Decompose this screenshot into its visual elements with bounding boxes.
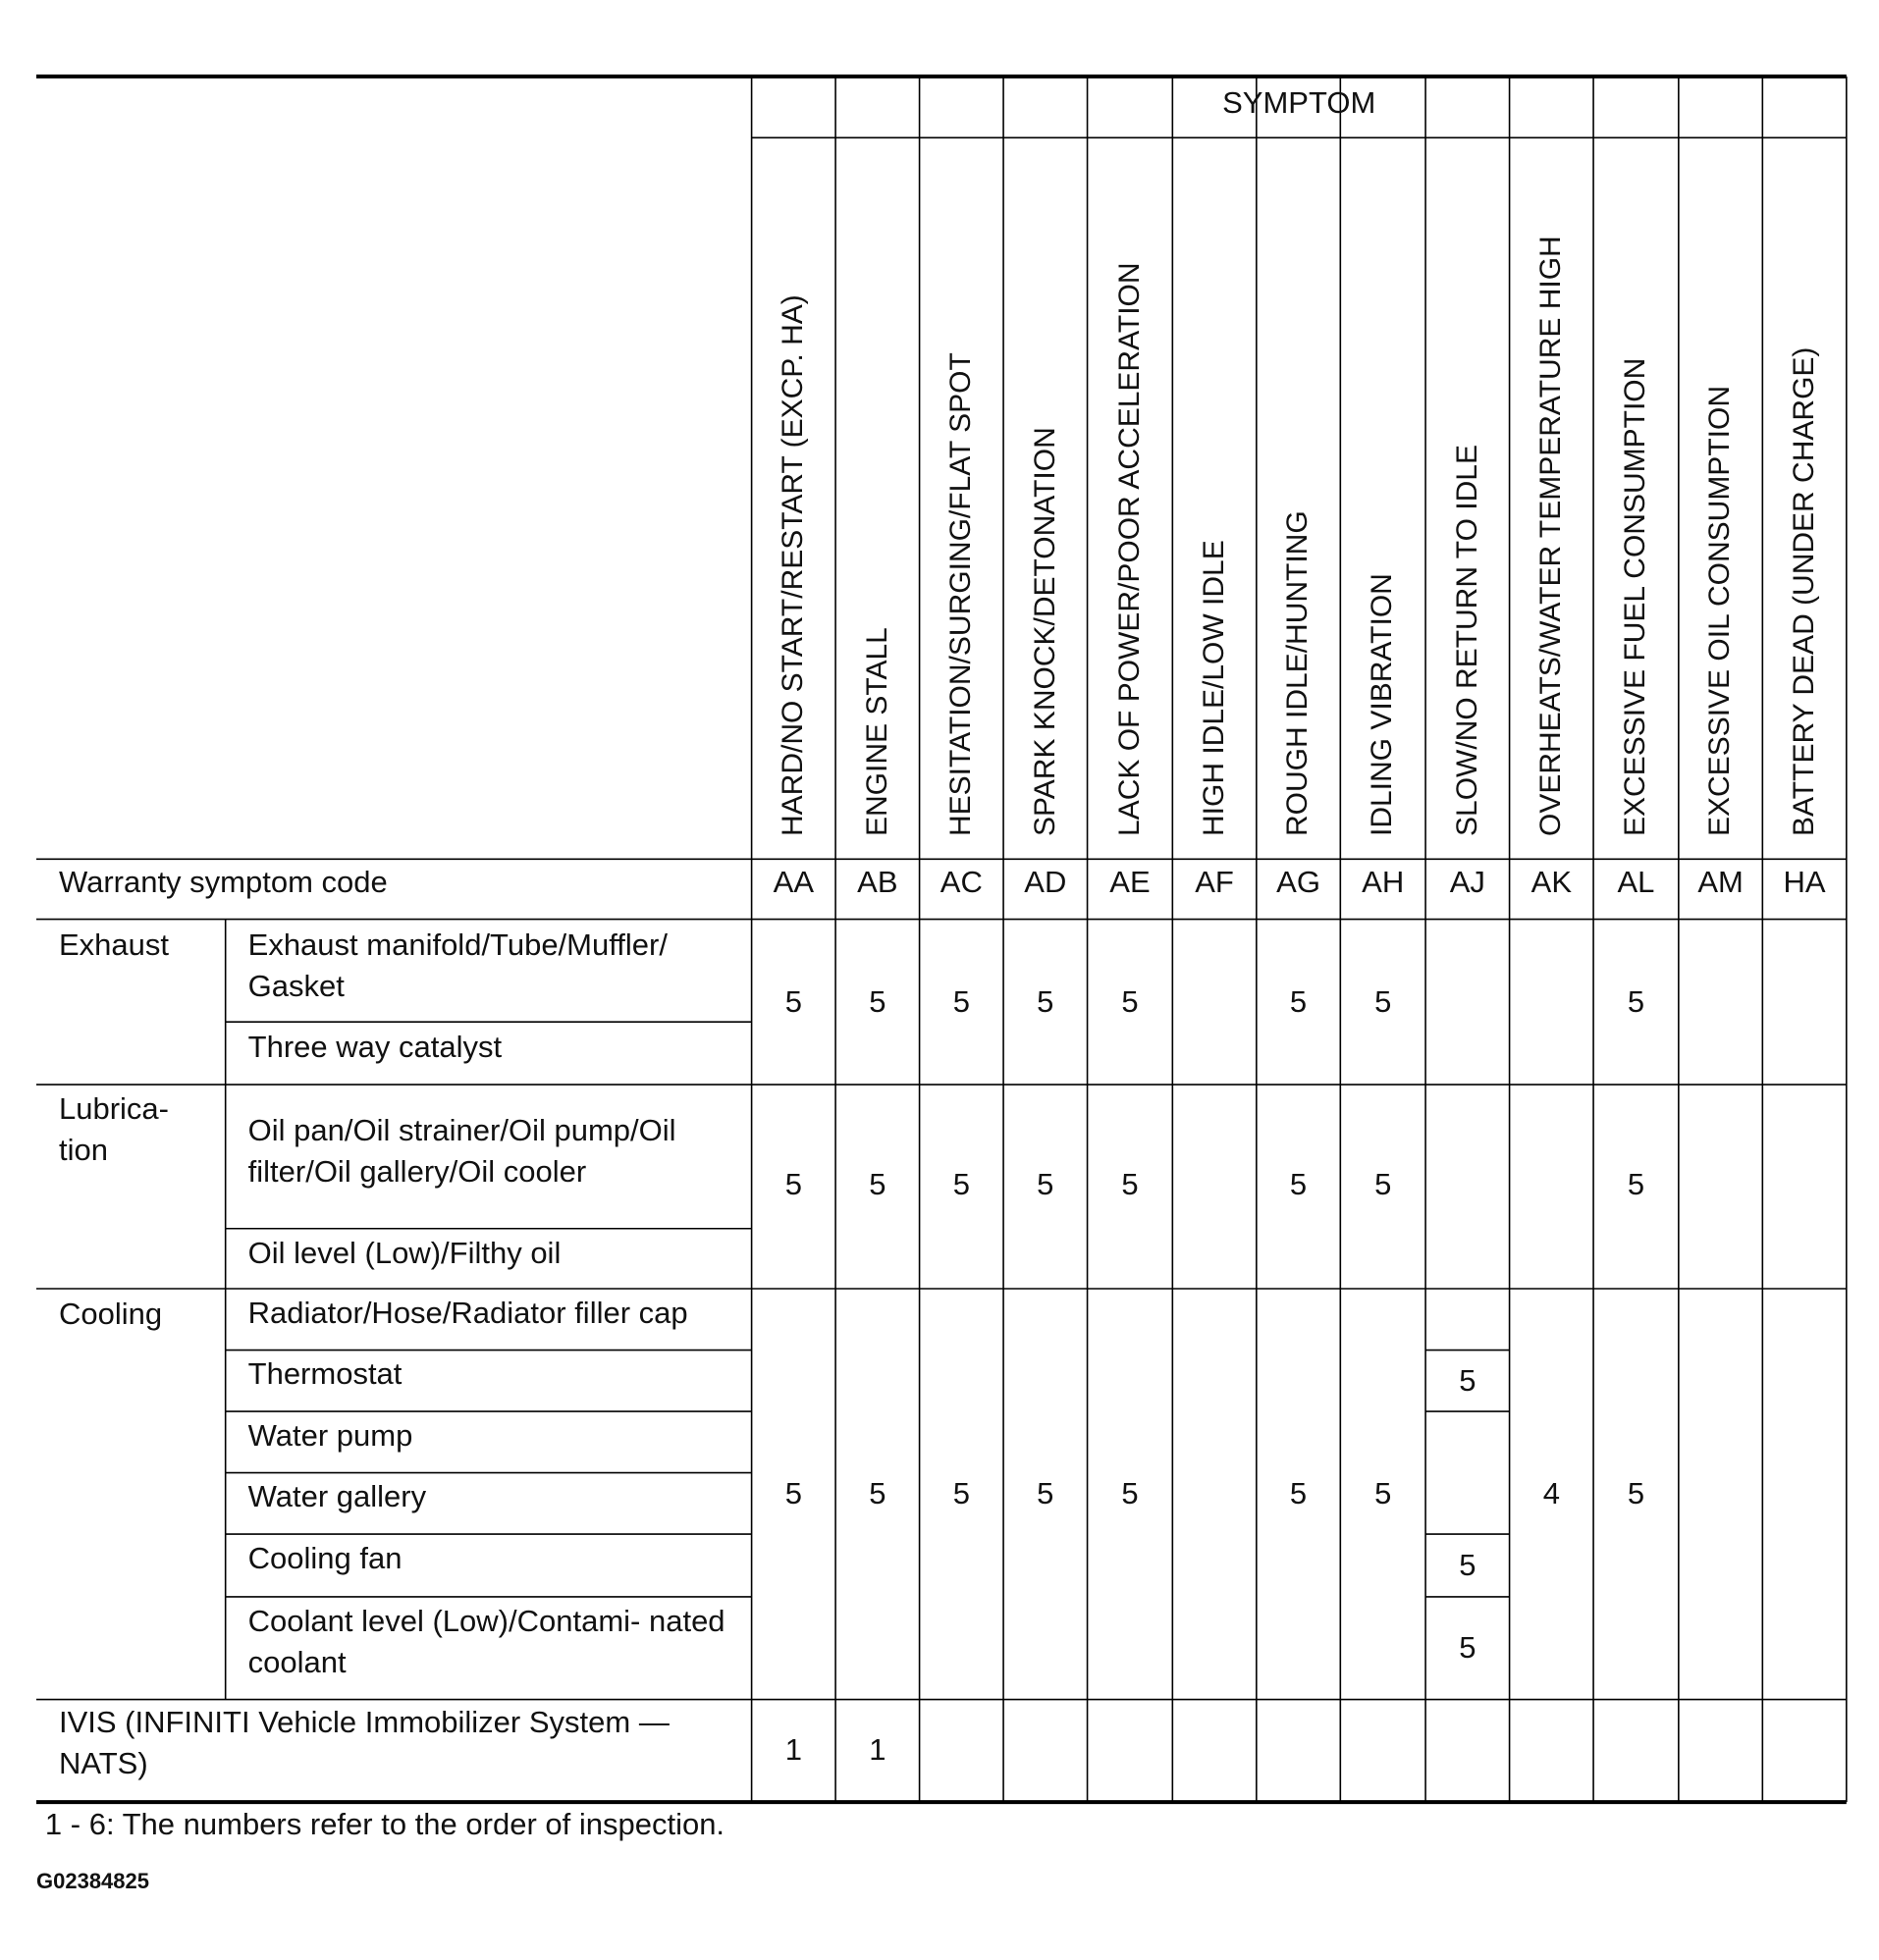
aj-cell-value: 5 (1459, 1630, 1476, 1666)
aj-cell-value: 5 (1459, 1363, 1476, 1398)
cell-value: 5 (1374, 984, 1392, 1020)
column-header-label: ROUGH IDLE/HUNTING (1281, 510, 1315, 837)
cell-value: 5 (784, 984, 802, 1020)
group-name-cooling: Cooling (58, 1297, 163, 1332)
symptom-code: AM (1697, 864, 1744, 899)
cell-value: 5 (1374, 1476, 1392, 1511)
cell-value: 5 (1037, 1167, 1054, 1202)
cell-value: 5 (869, 1476, 886, 1511)
cell-value: 5 (1627, 1476, 1645, 1511)
cell-value: 5 (952, 1476, 970, 1511)
item-cooling: Thermostat (247, 1356, 403, 1392)
cell-value: 4 (1542, 1476, 1560, 1511)
cell-value: 5 (1289, 1167, 1308, 1202)
cell-value: 5 (1289, 1476, 1308, 1511)
cell-value: 5 (1627, 1167, 1645, 1202)
item-oil-level: Oil level (Low)/Filthy oil (247, 1235, 562, 1270)
cell-value: 5 (1121, 984, 1139, 1020)
cell-value: 5 (869, 984, 886, 1020)
cell-value: 5 (784, 1476, 802, 1511)
column-header-label: BATTERY DEAD (UNDER CHARGE) (1787, 346, 1820, 837)
symptom-code: AE (1109, 864, 1151, 899)
column-header-label: LACK OF POWER/POOR ACCELERATION (1112, 262, 1146, 837)
cell-value: 5 (1121, 1476, 1139, 1511)
column-header-label: OVERHEATS/WATER TEMPERATURE HIGH (1534, 236, 1568, 837)
column-header-label: EXCESSIVE FUEL CONSUMPTION (1619, 358, 1652, 837)
cell-value: 5 (952, 984, 970, 1020)
item-oil-pan: Oil pan/Oil strainer/Oil pump/Oil filter/Oil gallery/Oil cooler (247, 1112, 676, 1189)
figure-code: G02384825 (36, 1868, 149, 1893)
symptom-code: AL (1617, 864, 1655, 899)
symptom-code: AJ (1449, 864, 1485, 899)
symptom-code: HA (1783, 864, 1826, 899)
group-name-lubrication: Lubrica- tion (58, 1090, 169, 1167)
column-header-label: SPARK KNOCK/DETONATION (1028, 427, 1061, 837)
cell-value: 5 (1037, 1476, 1054, 1511)
aj-cell-value: 5 (1459, 1548, 1476, 1583)
cell-value: 1 (869, 1731, 886, 1767)
warranty-code-label: Warranty symptom code (58, 864, 388, 899)
column-header-label: ENGINE STALL (860, 627, 893, 837)
symptom-code: AK (1530, 864, 1572, 899)
item-cooling: Cooling fan (247, 1540, 403, 1575)
cell-value: 5 (1289, 984, 1308, 1020)
symptom-code: AF (1195, 864, 1234, 899)
cell-value: 5 (1037, 984, 1054, 1020)
cell-value: 5 (952, 1167, 970, 1202)
symptom-code: AD (1024, 864, 1067, 899)
item-cooling: Water gallery (247, 1479, 427, 1514)
item-exhaust-manifold: Exhaust manifold/Tube/Muffler/ Gasket (247, 927, 668, 1003)
item-cooling: Coolant level (Low)/Contami- nated coolant (247, 1603, 725, 1679)
column-header-label: SLOW/NO RETURN TO IDLE (1450, 445, 1483, 837)
cell-value: 5 (784, 1167, 802, 1202)
cell-value: 5 (869, 1167, 886, 1202)
cell-value: 1 (784, 1731, 802, 1767)
column-header-label: HARD/NO START/RESTART (EXCP. HA) (777, 294, 810, 837)
symptom-header: SYMPTOM (1222, 85, 1376, 121)
symptom-code: AH (1362, 864, 1405, 899)
symptom-code: AA (773, 864, 815, 899)
symptom-code: AB (857, 864, 898, 899)
cell-value: 5 (1121, 1167, 1139, 1202)
row-ivis-label: IVIS (INFINITI Vehicle Immobilizer System — NATS) (58, 1705, 670, 1781)
column-header-label: EXCESSIVE OIL CONSUMPTION (1703, 386, 1737, 837)
symptom-code: AG (1276, 864, 1320, 899)
column-header-label: HESITATION/SURGING/FLAT SPOT (944, 352, 978, 837)
group-name-exhaust: Exhaust (58, 927, 169, 962)
item-cooling: Radiator/Hose/Radiator filler cap (247, 1295, 688, 1330)
item-three-way-catalyst: Three way catalyst (247, 1030, 503, 1065)
column-header-label: HIGH IDLE/LOW IDLE (1197, 540, 1230, 837)
footnote: 1 - 6: The numbers refer to the order of inspection. (44, 1806, 725, 1841)
column-header-label: IDLING VIBRATION (1366, 573, 1399, 837)
cell-value: 5 (1627, 984, 1645, 1020)
item-cooling: Water pump (247, 1417, 413, 1453)
symptom-code: AC (940, 864, 983, 899)
cell-value: 5 (1374, 1167, 1392, 1202)
